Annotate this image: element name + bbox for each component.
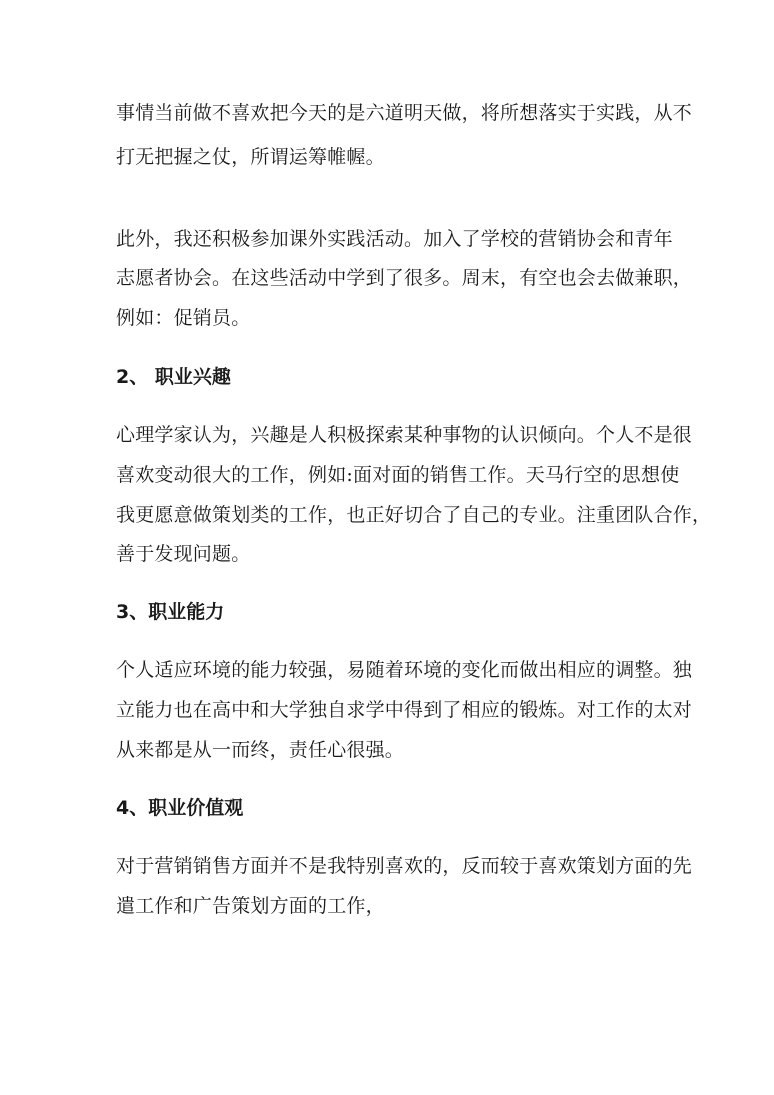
paragraph-line: 善于发现问题。 (116, 543, 251, 565)
paragraph-line: 例如：促销员。 (116, 307, 251, 329)
paragraph-line: 志愿者协会。在这些活动中学到了很多。周末，有空也会去做兼职， (116, 267, 693, 289)
paragraph-line: 心理学家认为，兴趣是人积极探索某种事物的认识倾向。个人不是很 (116, 424, 693, 446)
paragraph-line: 打无把握之仗，所谓运筹帷幄。 (116, 146, 385, 168)
paragraph-line: 喜欢变动很大的工作，例如:面对面的销售工作。天马行空的思想使 (116, 464, 680, 486)
paragraph-line: 个人适应环境的能力较强，易随着环境的变化而做出相应的调整。独 (116, 659, 693, 681)
paragraph-line: 遣工作和广告策划方面的工作， (116, 895, 385, 917)
paragraph-line: 从来都是从一而终，责任心很强。 (116, 739, 405, 761)
section-heading-values: 4、职业价值观 (116, 797, 244, 819)
section-heading-ability: 3、职业能力 (116, 601, 225, 623)
paragraph-line: 事情当前做不喜欢把今天的是六道明天做，将所想落实于实践，从不 (116, 102, 693, 124)
paragraph-line: 立能力也在高中和大学独自求学中得到了相应的锻炼。对工作的太对 (116, 699, 693, 721)
paragraph-line: 我更愿意做策划类的工作，也正好切合了自己的专业。注重团队合作， (116, 504, 712, 526)
section-heading-interest: 2、 职业兴趣 (116, 366, 231, 388)
paragraph-line: 此外，我还积极参加课外实践活动。加入了学校的营销协会和青年 (116, 228, 673, 250)
paragraph-line: 对于营销销售方面并不是我特别喜欢的，反而较于喜欢策划方面的先 (116, 855, 693, 877)
